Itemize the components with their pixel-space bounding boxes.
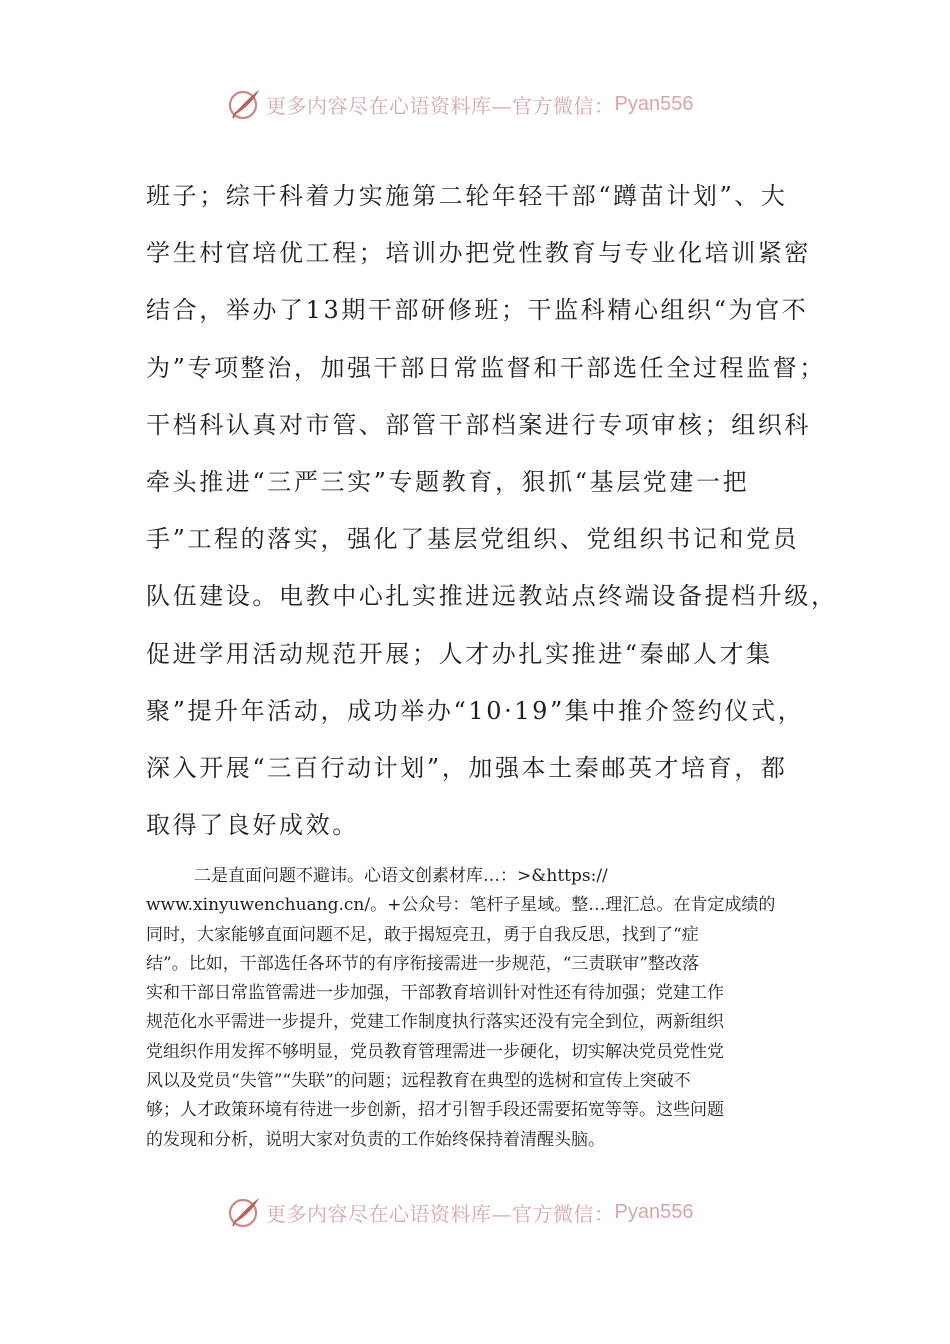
paragraph-line: 牵头推进“三严三实”专题教育，狠抓“基层党建一把 <box>146 467 750 496</box>
paragraph-line: 干档科认真对市管、部管干部档案进行专项审核；组织科 <box>146 410 811 439</box>
header-watermark-handle: Pyan556 <box>614 92 694 115</box>
paragraph-line: 结”。比如，干部选任各环节的有序衔接需进一步规范，“三责联审”整改落 <box>146 953 700 974</box>
header-watermark-text: 更多内容尽在心语资料库—官方微信： <box>266 93 615 118</box>
paragraph-small <box>146 862 816 1155</box>
paragraph-line: 聚”提升年活动，成功举办“10·19”集中推介签约仪式， <box>146 696 805 725</box>
paragraph-line: 够；人才政策环境有待进一步创新，招才引智手段还需要拓宽等等。这些问题 <box>146 1100 724 1121</box>
paragraph-line: 深入开展“三百行动计划”，加强本土秦邮英才培育，都 <box>146 753 788 782</box>
paragraph-line: 队伍建设。电教中心扎实推进远教站点终端设备提档升级， <box>146 582 838 611</box>
quill-logo-icon <box>226 86 262 122</box>
paragraph-line: 同时，大家能够直面问题不足，敢于揭短亮丑，勇于自我反思，找到了“症 <box>146 924 699 945</box>
paragraph-line: www.xinyuwenchuang.cn/。+公众号：笔杆子星域。整…理汇总。在肯定成绩的 <box>146 895 776 916</box>
paragraph-line: 取得了良好成效。 <box>146 811 359 840</box>
paragraph-line: 班子；综干科着力实施第二轮年轻干部“蹲苗计划”、大 <box>146 182 788 210</box>
paragraph-line: 的发现和分析，说明大家对负责的工作始终保持着清醒头脑。 <box>146 1129 605 1150</box>
paragraph-line: 规范化水平需进一步提升，党建工作制度执行落实还没有完全到位，两新组织 <box>146 1012 724 1033</box>
footer-watermark-handle: Pyan556 <box>614 1200 694 1223</box>
paragraph-large <box>146 168 838 854</box>
paragraph-line: 实和干部日常监管需进一步加强，干部教育培训针对性还有待加强；党建工作 <box>146 983 724 1004</box>
header-watermark-banner <box>226 84 746 124</box>
paragraph-line: 手”工程的落实，强化了基层党组织、党组织书记和党员 <box>146 525 800 554</box>
paragraph-line: 二是直面问题不避讳。心语文创素材库…：>&https:// <box>194 866 608 886</box>
footer-watermark-banner <box>226 1192 746 1232</box>
paragraph-line: 党组织作用发挥不够明显，党员教育管理需进一步硬化，切实解决党员党性党 <box>146 1041 724 1062</box>
quill-logo-icon <box>226 1194 262 1230</box>
paragraph-line: 学生村官培优工程；培训办把党性教育与专业化培训紧密 <box>146 239 811 268</box>
paragraph-line: 风以及党员“失管”“失联”的问题；远程教育在典型的选树和宣传上突破不 <box>146 1071 691 1092</box>
footer-watermark-text: 更多内容尽在心语资料库—官方微信： <box>266 1201 615 1226</box>
paragraph-line: 促进学用活动规范开展；人才办扎实推进“秦邮人才集 <box>146 639 773 668</box>
paragraph-line: 结合，举办了13期干部研修班；干监科精心组织“为官不 <box>146 296 809 325</box>
paragraph-line: 为”专项整治，加强干部日常监督和干部选任全过程监督； <box>146 353 826 382</box>
